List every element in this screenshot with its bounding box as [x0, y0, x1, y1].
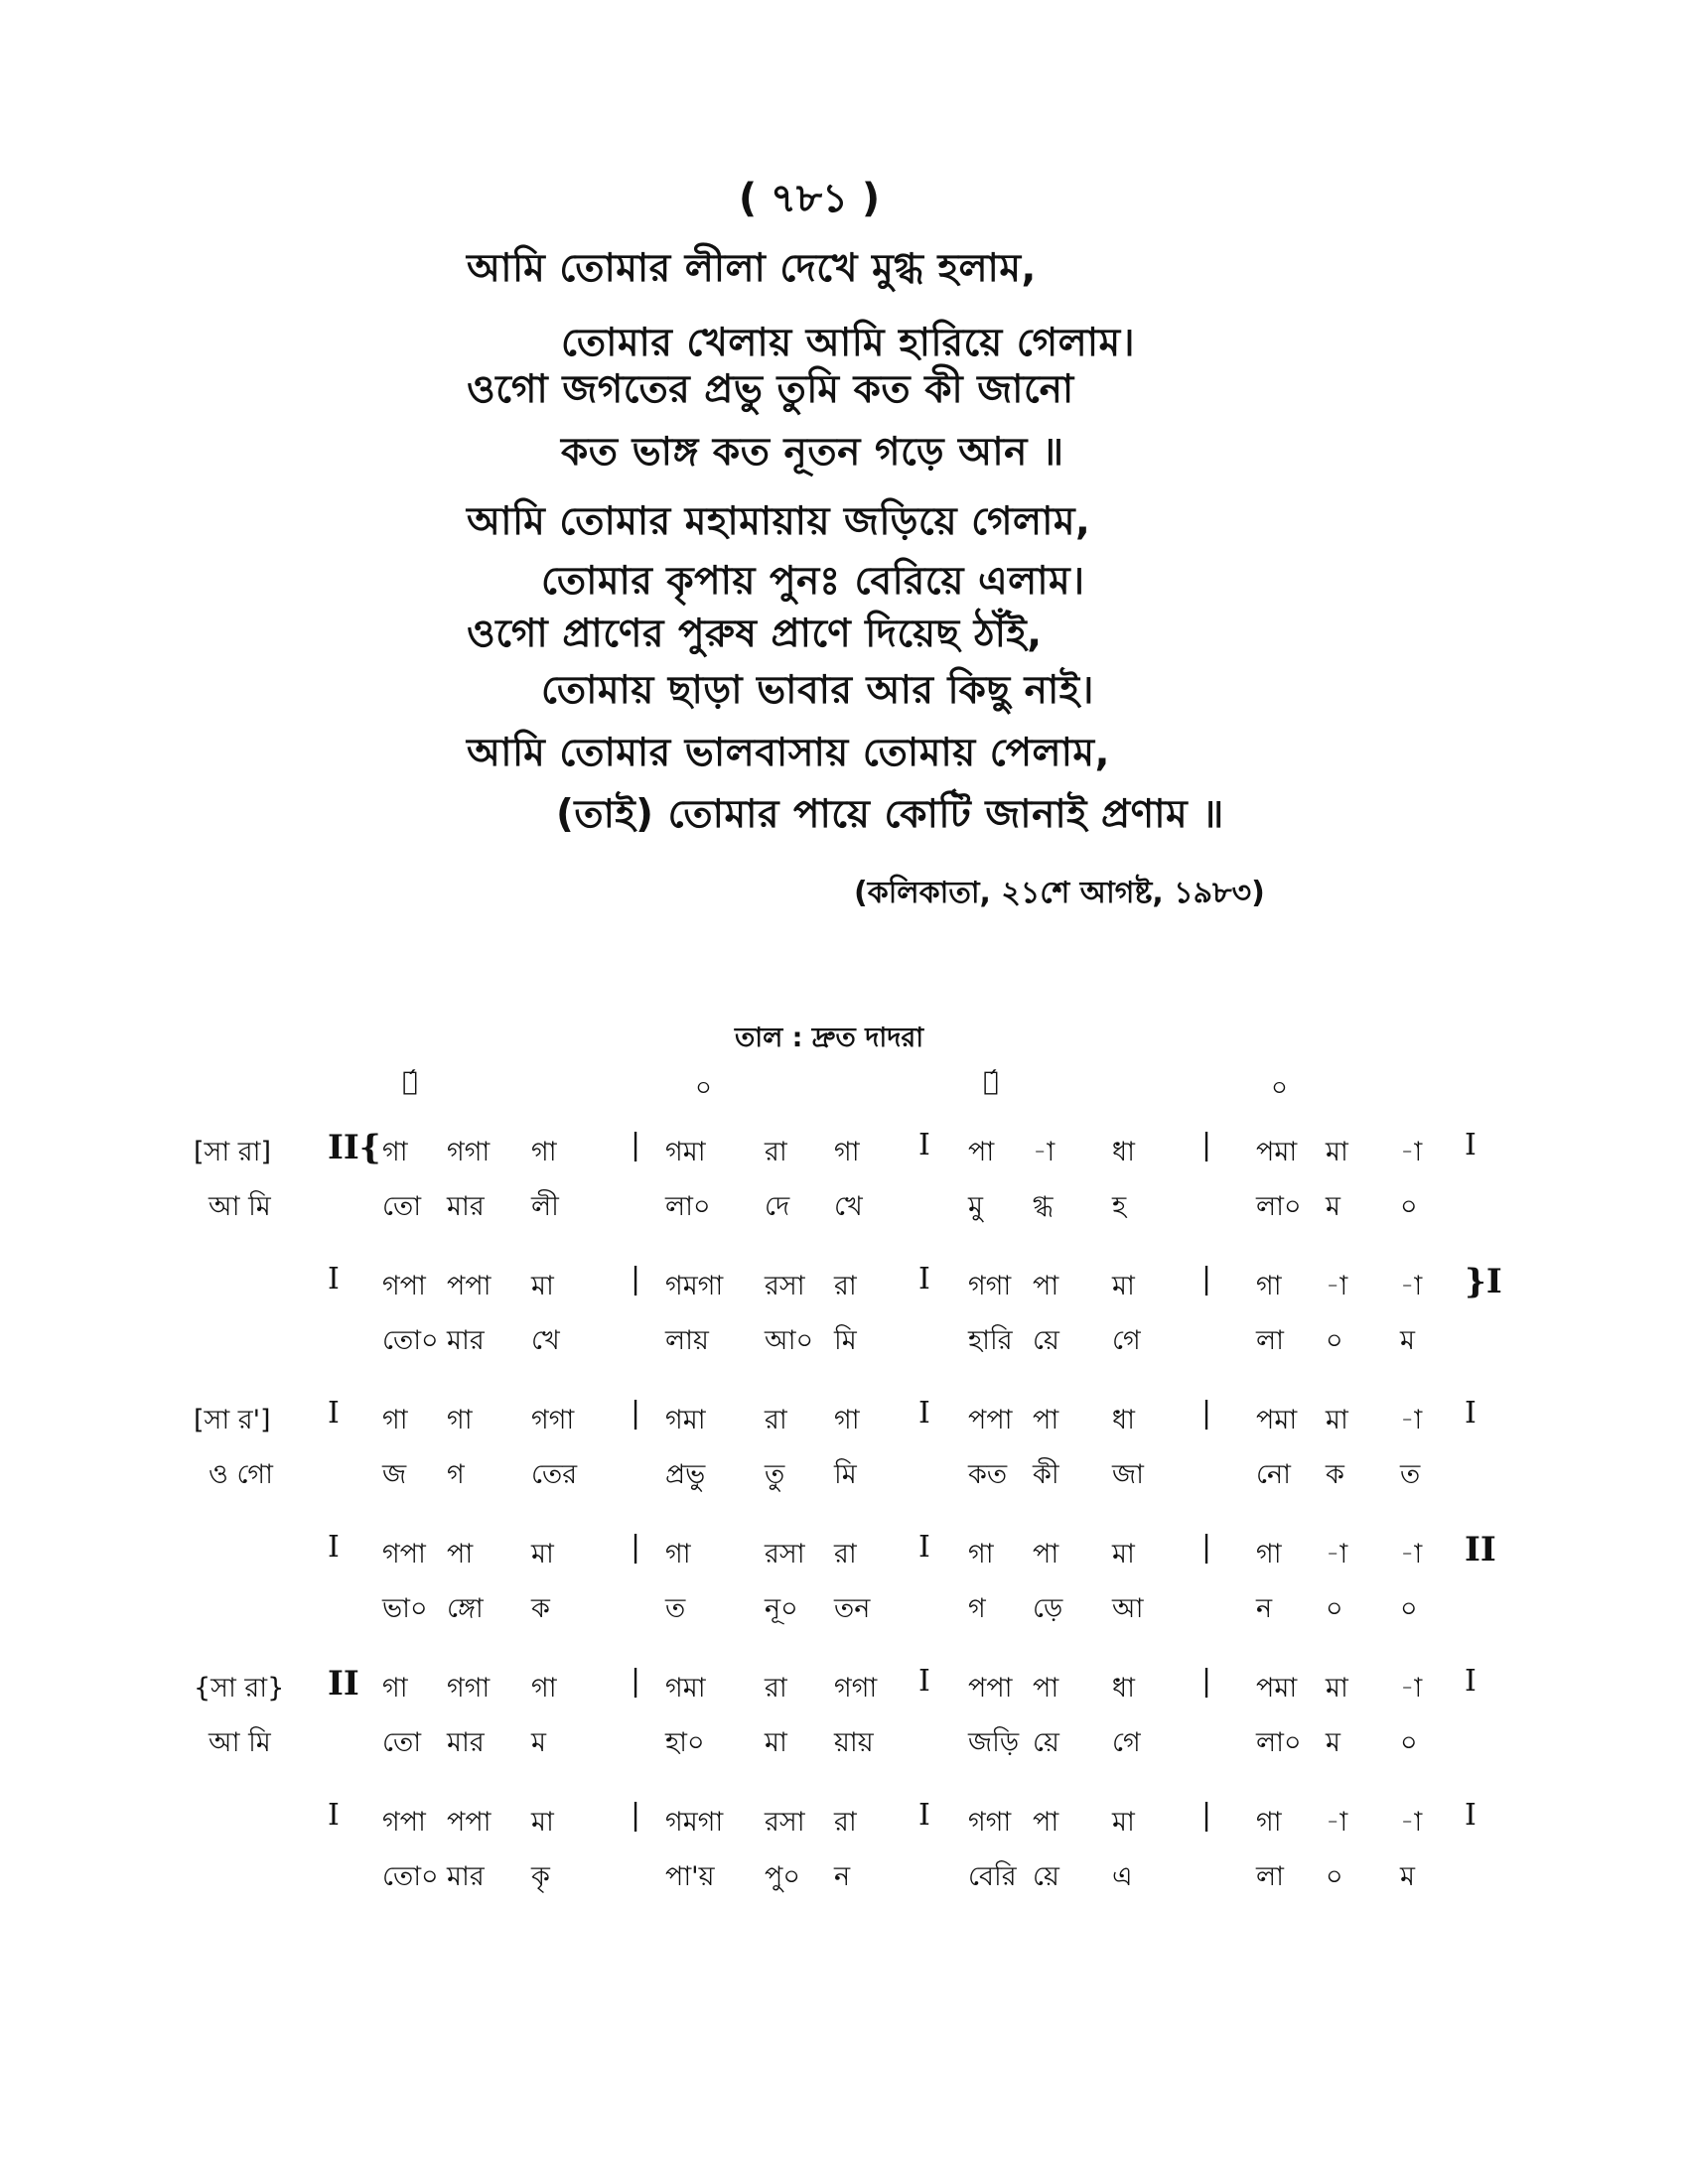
syllable: মার — [447, 1861, 485, 1892]
page-number: ( ৭৮১ ) — [738, 176, 881, 221]
syllable: তু — [765, 1459, 785, 1490]
note: পা — [447, 1539, 474, 1570]
syllable: ০ — [1326, 1861, 1343, 1892]
syllable: লা০ — [665, 1191, 711, 1222]
beat-marker: ১́ — [983, 1067, 999, 1097]
syllable: তো০ — [382, 1325, 439, 1356]
note: পা — [1033, 1673, 1059, 1704]
bar-line: | — [1201, 1128, 1212, 1162]
syllable: হারি — [968, 1325, 1013, 1356]
note: রা — [765, 1137, 787, 1167]
syllable-prefix: আ মি — [209, 1191, 271, 1222]
note: পমা — [1256, 1137, 1298, 1167]
bar-line: | — [631, 1798, 641, 1833]
note: -া — [1033, 1137, 1055, 1167]
syllable: ত — [665, 1593, 686, 1624]
note: গা — [531, 1137, 557, 1167]
note: গা — [665, 1539, 691, 1570]
syllable: আ০ — [765, 1325, 814, 1356]
syllable: ০ — [1400, 1593, 1418, 1624]
note: গমগা — [665, 1271, 724, 1301]
bar-line: | — [1201, 1262, 1212, 1297]
syllable: ত — [1400, 1459, 1421, 1490]
note: গগা — [968, 1271, 1012, 1301]
note: পা — [1033, 1539, 1059, 1570]
bar-line: | — [1201, 1798, 1212, 1833]
note: গা — [447, 1405, 473, 1435]
syllable: গে — [1112, 1727, 1141, 1758]
note: ধা — [1112, 1137, 1135, 1167]
syllable: য়ে — [1033, 1727, 1059, 1758]
note: রসা — [765, 1807, 805, 1838]
syllable: লা০ — [1256, 1191, 1302, 1222]
note: গা — [1256, 1271, 1282, 1301]
syllable: গে — [1112, 1325, 1141, 1356]
note: মা — [531, 1539, 554, 1570]
syllable: য়ে — [1033, 1325, 1059, 1356]
note: গগা — [834, 1673, 878, 1704]
note: -া — [1400, 1405, 1423, 1435]
opening-bar: I — [328, 1396, 340, 1431]
beat-marker: ০ — [695, 1073, 712, 1103]
note: মা — [1112, 1539, 1135, 1570]
note: গপা — [382, 1271, 426, 1301]
note: গগা — [447, 1137, 491, 1167]
note: গা — [382, 1137, 408, 1167]
syllable: জড়ি — [968, 1727, 1020, 1758]
note: রা — [765, 1673, 787, 1704]
syllable: য়ায় — [834, 1727, 874, 1758]
syllable: গ — [968, 1593, 986, 1624]
note: -া — [1400, 1271, 1423, 1301]
bar-line: I — [918, 1798, 930, 1833]
syllable: ম — [1326, 1727, 1340, 1758]
syllable: মার — [447, 1191, 485, 1222]
note: পপা — [968, 1405, 1013, 1435]
syllable: গ্ধ — [1033, 1191, 1054, 1222]
syllable: এ — [1112, 1861, 1133, 1892]
bar-line: | — [1201, 1530, 1212, 1565]
syllable: মু — [968, 1191, 983, 1222]
syllable: লী — [531, 1191, 559, 1222]
note: গা — [834, 1137, 860, 1167]
closing-bar: I — [1465, 1396, 1477, 1431]
closing-bar: II — [1465, 1530, 1496, 1570]
note: মা — [531, 1271, 554, 1301]
note: গমা — [665, 1137, 706, 1167]
lyric-line: আমি তোমার লীলা দেখে মুগ্ধ হলাম, — [467, 246, 1037, 291]
syllable: কত — [968, 1459, 1008, 1490]
syllable: ০ — [1400, 1191, 1418, 1222]
date-line: (কলিকাতা, ২১শে আগষ্ট, ১৯৮৩) — [854, 876, 1265, 910]
lyric-line: তোমার কৃপায় পুনঃ বেরিয়ে এলাম। — [541, 559, 1085, 604]
note: পপা — [447, 1807, 492, 1838]
note: মা — [1326, 1673, 1348, 1704]
note: -া — [1326, 1807, 1348, 1838]
note: গা — [382, 1405, 408, 1435]
lyric-line: কত ভাঙ্গ কত নূতন গড়ে আন ॥ — [561, 430, 1064, 475]
syllable-prefix: ও গো — [209, 1459, 273, 1490]
syllable: ঙ্গো — [447, 1593, 484, 1624]
opening-bar: I — [328, 1530, 340, 1565]
note: গগা — [531, 1405, 575, 1435]
bar-line: I — [918, 1664, 930, 1699]
note: -া — [1400, 1539, 1423, 1570]
syllable: প্রভু — [665, 1459, 706, 1490]
note: -া — [1326, 1271, 1348, 1301]
syllable: মি — [834, 1459, 857, 1490]
opening-bar: I — [328, 1262, 340, 1297]
note: গা — [1256, 1807, 1282, 1838]
note: মা — [1326, 1405, 1348, 1435]
note: রা — [834, 1539, 857, 1570]
syllable: ন — [834, 1861, 851, 1892]
note: গা — [1256, 1539, 1282, 1570]
note: মা — [531, 1807, 554, 1838]
bar-line: | — [1201, 1664, 1212, 1699]
syllable: ম — [1326, 1191, 1340, 1222]
syllable: ন — [1256, 1593, 1273, 1624]
syllable: পু০ — [765, 1861, 800, 1892]
syllable: লা — [1256, 1861, 1284, 1892]
syllable: জা — [1112, 1459, 1144, 1490]
bar-line: | — [631, 1664, 641, 1699]
note: -া — [1400, 1807, 1423, 1838]
syllable: ম — [531, 1727, 546, 1758]
syllable: মা — [765, 1727, 787, 1758]
lyric-line: (তাই) তোমার পায়ে কোটি জানাই প্রণাম ॥ — [556, 792, 1224, 837]
syllable: দে — [765, 1191, 790, 1222]
syllable: খে — [531, 1325, 560, 1356]
syllable: ড়ে — [1033, 1593, 1063, 1624]
note: গা — [968, 1539, 994, 1570]
row-prefix: [সা র'] — [194, 1405, 271, 1435]
lyric-line: তোমায় ছাড়া ভাবার আর কিছু নাই। — [541, 668, 1094, 713]
beat-marker: ০ — [1271, 1073, 1288, 1103]
note: গগা — [447, 1673, 491, 1704]
bar-line: I — [918, 1530, 930, 1565]
opening-bar: II{ — [328, 1128, 381, 1167]
tal-heading: তাল : দ্রুত দাদরা — [735, 1023, 924, 1053]
syllable: তো — [382, 1191, 422, 1222]
note: -া — [1326, 1539, 1348, 1570]
lyric-line: আমি তোমার মহামায়ায় জড়িয়ে গেলাম, — [467, 499, 1091, 544]
note: গমগা — [665, 1807, 724, 1838]
bar-line: I — [918, 1396, 930, 1431]
syllable: লা — [1256, 1325, 1284, 1356]
syllable: মার — [447, 1727, 485, 1758]
syllable: ম — [1400, 1861, 1415, 1892]
beat-marker: ১́ — [402, 1067, 418, 1097]
note: পপা — [447, 1271, 492, 1301]
syllable: ০ — [1326, 1593, 1343, 1624]
syllable: মি — [834, 1325, 857, 1356]
note: পা — [1033, 1405, 1059, 1435]
opening-bar: II — [328, 1664, 359, 1704]
row-prefix: {সা রা} — [194, 1673, 285, 1704]
syllable: হ — [1112, 1191, 1127, 1222]
syllable: বেরি — [968, 1861, 1017, 1892]
syllable: তন — [834, 1593, 871, 1624]
note: মা — [1326, 1137, 1348, 1167]
syllable: জ — [382, 1459, 407, 1490]
note: পা — [1033, 1271, 1059, 1301]
syllable: কৃ — [531, 1861, 550, 1892]
syllable: কী — [1033, 1459, 1059, 1490]
syllable: লা০ — [1256, 1727, 1302, 1758]
syllable: ম — [1400, 1325, 1415, 1356]
closing-bar: }I — [1465, 1262, 1502, 1301]
syllable: মার — [447, 1325, 485, 1356]
note: গমা — [665, 1405, 706, 1435]
closing-bar: I — [1465, 1798, 1477, 1833]
note: পমা — [1256, 1405, 1298, 1435]
note: রা — [834, 1271, 857, 1301]
syllable: ক — [1326, 1459, 1344, 1490]
note: ধা — [1112, 1405, 1135, 1435]
lyric-line: আমি তোমার ভালবাসায় তোমায় পেলাম, — [467, 731, 1110, 775]
bar-line: | — [631, 1128, 641, 1162]
note: গপা — [382, 1539, 426, 1570]
bar-line: | — [631, 1262, 641, 1297]
syllable: ০ — [1400, 1727, 1418, 1758]
bar-line: | — [631, 1530, 641, 1565]
lyric-line: ওগো প্রাণের পুরুষ প্রাণে দিয়েছ ঠাঁই, — [467, 612, 1043, 656]
note: রসা — [765, 1539, 805, 1570]
syllable: আ — [1112, 1593, 1144, 1624]
syllable: য়ে — [1033, 1861, 1059, 1892]
note: গা — [834, 1405, 860, 1435]
note: গপা — [382, 1807, 426, 1838]
syllable: হা০ — [665, 1727, 705, 1758]
note: পমা — [1256, 1673, 1298, 1704]
bar-line: I — [918, 1262, 930, 1297]
syllable: নূ০ — [765, 1593, 798, 1624]
syllable: তের — [531, 1459, 578, 1490]
note: -া — [1400, 1673, 1423, 1704]
note: গগা — [968, 1807, 1012, 1838]
syllable-prefix: আ মি — [209, 1727, 271, 1758]
lyric-line: ওগো জগতের প্রভু তুমি কত কী জানো — [467, 367, 1074, 412]
syllable: তো — [382, 1727, 422, 1758]
note: পা — [968, 1137, 995, 1167]
opening-bar: I — [328, 1798, 340, 1833]
note: পা — [1033, 1807, 1059, 1838]
lyric-line: তোমার খেলায় আমি হারিয়ে গেলাম। — [561, 321, 1136, 365]
note: ধা — [1112, 1673, 1135, 1704]
note: রা — [834, 1807, 857, 1838]
note: গা — [382, 1673, 408, 1704]
syllable: তো০ — [382, 1861, 439, 1892]
note: মা — [1112, 1807, 1135, 1838]
syllable: লায় — [665, 1325, 709, 1356]
syllable: ০ — [1326, 1325, 1343, 1356]
note: মা — [1112, 1271, 1135, 1301]
closing-bar: I — [1465, 1128, 1477, 1162]
note: রা — [765, 1405, 787, 1435]
syllable: গ — [447, 1459, 465, 1490]
note: -া — [1400, 1137, 1423, 1167]
note: গমা — [665, 1673, 706, 1704]
note: পপা — [968, 1673, 1013, 1704]
bar-line: | — [631, 1396, 641, 1431]
note: গা — [531, 1673, 557, 1704]
bar-line: I — [918, 1128, 930, 1162]
closing-bar: I — [1465, 1664, 1477, 1699]
syllable: ভা০ — [382, 1593, 428, 1624]
syllable: পা'য় — [665, 1861, 715, 1892]
row-prefix: [সা রা] — [194, 1137, 271, 1167]
syllable: ক — [531, 1593, 550, 1624]
syllable: খে — [834, 1191, 863, 1222]
note: রসা — [765, 1271, 805, 1301]
bar-line: | — [1201, 1396, 1212, 1431]
syllable: নো — [1256, 1459, 1291, 1490]
